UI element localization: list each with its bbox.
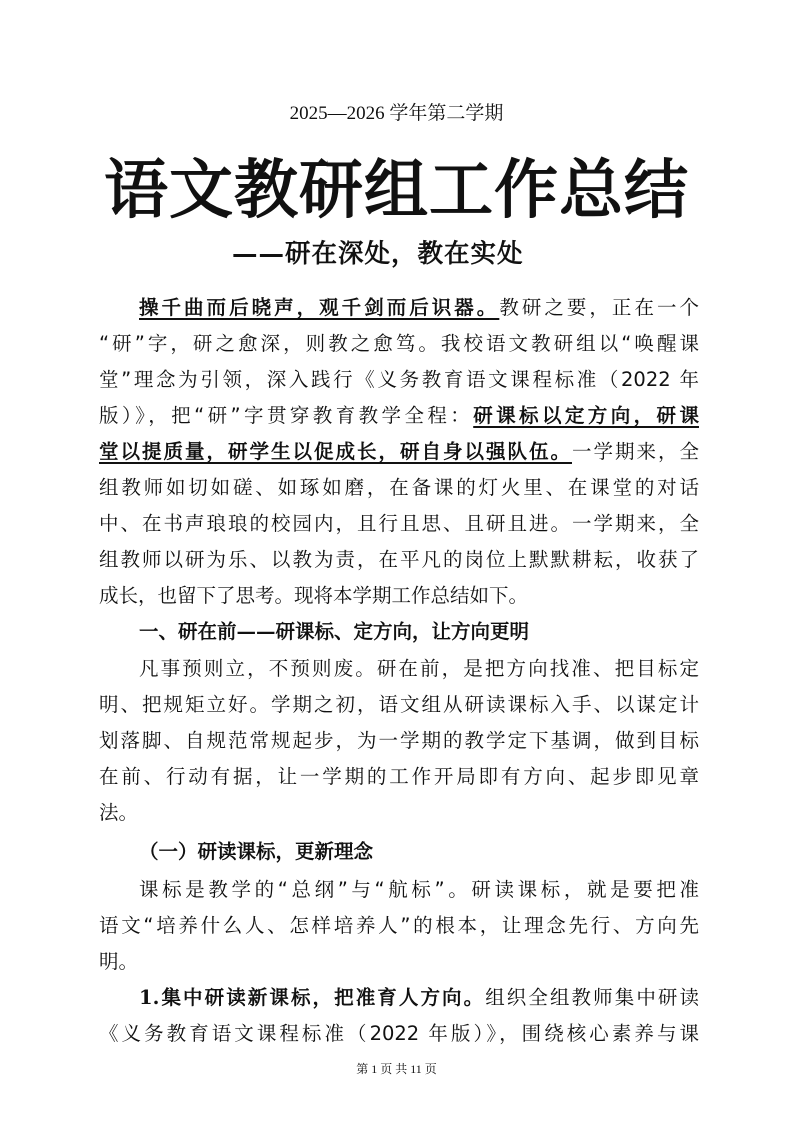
item-1-line-1-text: 组织全组教师集中研读 xyxy=(485,986,699,1009)
section1-p2-line-3: 明。 xyxy=(99,950,139,973)
intro-line-9: 成长，也留下了思考。现将本学期工作总结如下。 xyxy=(99,584,529,607)
section-heading-1: 一、研在前——研课标、定方向，让方向更明 xyxy=(139,620,530,643)
item-1-line-1 xyxy=(99,980,699,1016)
intro-key-statement-1: 研课标以定方向，研课 xyxy=(473,404,699,427)
subsection-heading-1: （一）研读课标，更新理念 xyxy=(139,840,374,863)
intro-line-1 xyxy=(99,290,699,326)
intro-key-statement-2: 堂以提质量，研学生以促成长，研自身以强队伍。 xyxy=(99,440,572,463)
item-1-lead: 1.集中研读新课标，把准育人方向。 xyxy=(139,986,486,1009)
page-subtitle: ——研在深处，教在实处 xyxy=(232,239,524,269)
section1-p1-line-2: 明、把规矩立好。学期之初，语文组从研读课标入手、以谋定计 xyxy=(99,693,699,716)
section1-p1-line-1: 凡事预则立，不预则废。研在前，是把方向找准、把目标定 xyxy=(139,657,699,680)
term-label: 2025—2026 学年第二学期 xyxy=(289,103,504,124)
intro-line-2: “研”字，研之愈深，则教之愈笃。我校语文教研组以“唤醒课 xyxy=(99,332,699,355)
page-number: 第 1 页 共 11 页 xyxy=(356,1062,437,1076)
intro-line-3: 堂”理念为引领，深入践行《义务教育语文课程标准（2022 年 xyxy=(99,368,699,391)
section1-p2-line-2: 语文“培养什么人、怎样培养人”的根本，让理念先行、方向先 xyxy=(99,914,699,937)
intro-line-6: 组教师如切如磋、如琢如磨，在备课的灯火里、在课堂的对话 xyxy=(99,476,699,499)
section1-p1-line-3: 划落脚、自规范常规起步，为一学期的教学定下基调，做到目标 xyxy=(99,729,699,752)
intro-line-8: 组教师以研为乐、以教为责，在平凡的岗位上默默耕耘，收获了 xyxy=(99,548,699,571)
page-title: 语文教研组工作总结 xyxy=(104,153,689,228)
intro-line-4-text: 版）》，把“研”字贯穿教育教学全程： xyxy=(99,404,474,427)
intro-line-7: 中、在书声琅琅的校园内，且行且思、且研且进。一学期来，全 xyxy=(99,512,699,535)
intro-line-5-text: 一学期来，全 xyxy=(571,440,699,463)
intro-line-4 xyxy=(99,398,699,434)
item-1-line-2: 《义务教育语文课程标准（2022 年版）》，围绕核心素养与课 xyxy=(99,1022,699,1045)
section1-p1-line-4: 在前、行动有据，让一学期的工作开局即有方向、起步即见章 xyxy=(99,765,699,788)
section1-p2-line-1: 课标是教学的“总纲”与“航标”。研读课标，就是要把准 xyxy=(139,878,699,901)
intro-quote: 操千曲而后晓声，观千剑而后识器。 xyxy=(139,296,500,319)
intro-line-5 xyxy=(99,434,699,470)
intro-line-1-text: 教研之要，正在一个 xyxy=(499,296,699,319)
section1-p1-line-5: 法。 xyxy=(99,801,139,824)
